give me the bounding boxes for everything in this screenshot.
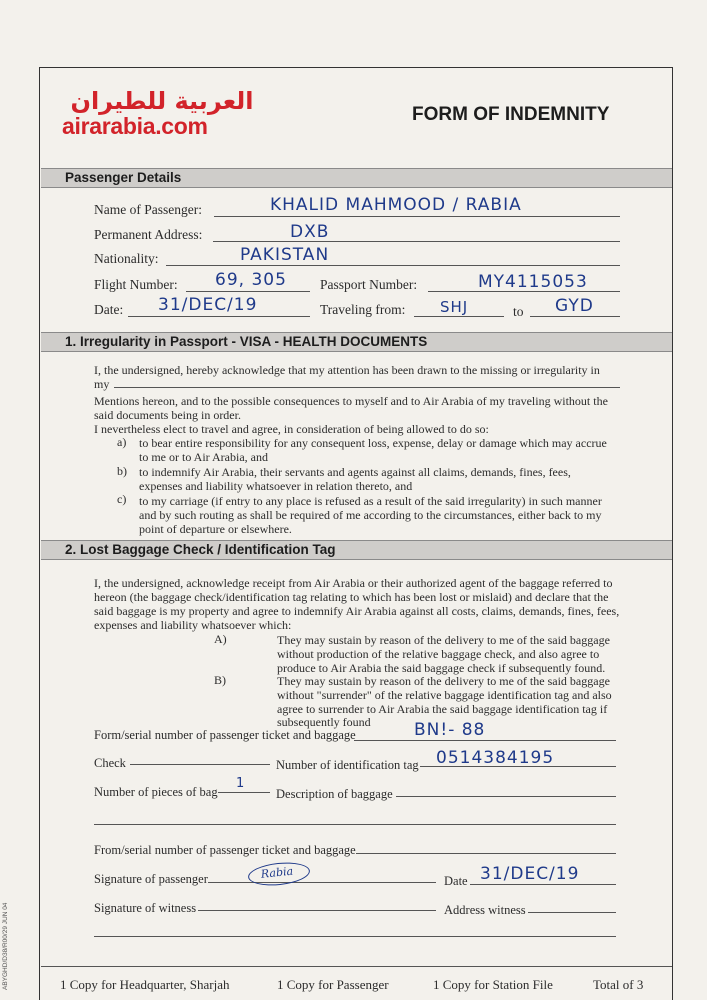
item-a-marker: a): [117, 435, 127, 449]
section-passenger-details-header: Passenger Details: [41, 168, 672, 188]
id-tag-label: Number of identification tag: [276, 758, 419, 772]
footer-copy-station: 1 Copy for Station File: [433, 977, 553, 992]
section1-line-2: my: [94, 377, 110, 391]
section2-line-1: I, the undersigned, acknowledge receipt from Air Arabia or their authorized agent of the baggage referred to: [94, 576, 613, 590]
footer-divider: [41, 966, 672, 967]
section1-line-4: said documents being in order.: [94, 408, 241, 422]
item-B-marker: B): [214, 673, 226, 687]
air-arabia-logo: [62, 88, 262, 138]
flight-number-field-line[interactable]: [186, 291, 310, 292]
traveling-from-label: Traveling from:: [320, 302, 406, 317]
section1-line-1: I, the undersigned, hereby acknowledge that my attention has been drawn to the missing or irregularity in: [94, 363, 600, 377]
flight-number-value: 69, 305: [215, 270, 287, 290]
item-b-marker: b): [117, 464, 127, 478]
serial-label: Form/serial number of passenger ticket and baggage: [94, 728, 356, 742]
form-code: ABYGHD/D38/R00/29 JUN 04: [2, 902, 9, 990]
item-B-line-4: subsequently found: [277, 715, 371, 729]
serial-value: BN!- 88: [414, 720, 486, 740]
serial2-label: From/serial number of passenger ticket and baggage: [94, 843, 356, 857]
item-A-marker: A): [214, 632, 227, 646]
signature-value: Rabia: [260, 864, 294, 881]
section1-line-3: Mentions hereon, and to the possible consequences to myself and to Air Arabia of my traveling without the: [94, 394, 608, 408]
address-label: Permanent Address:: [94, 227, 203, 242]
to-label: to: [513, 304, 524, 319]
witness-label: Signature of witness: [94, 901, 197, 915]
item-B-line-1: They may sustain by reason of the delivery to me of the said baggage: [277, 674, 610, 688]
name-field-line[interactable]: [214, 216, 620, 217]
item-a-text-1: to bear entire responsibility for any consequent loss, expense, delay or damage which may accrue: [139, 436, 607, 450]
item-B-line-3: agree to surrender to Air Arabia the said baggage identification tag if: [277, 702, 608, 716]
footer-copy-headquarter: 1 Copy for Headquarter, Sharjah: [60, 977, 230, 992]
item-a-text-2: to me or to Air Arabia, and: [139, 450, 268, 464]
item-b-text-2: expenses and liability whatsoever in relation thereto, and: [139, 479, 413, 493]
name-value: KHALID MAHMOOD / RABIA: [270, 195, 522, 215]
section-2-header: 2. Lost Baggage Check / Identification Tag: [41, 540, 672, 560]
check-field-line[interactable]: [130, 764, 270, 765]
item-A-line-2: without production of the relative baggage check, and also agree to: [277, 647, 600, 661]
witness-extra-line[interactable]: [94, 936, 616, 937]
signature-field-line[interactable]: [208, 882, 436, 883]
signature-label: Signature of passenger: [94, 872, 208, 886]
irregularity-field-line[interactable]: [114, 387, 620, 388]
serial-field-line[interactable]: [354, 740, 616, 741]
description-label: Description of baggage: [276, 787, 393, 801]
nationality-field-line[interactable]: [166, 265, 620, 266]
section2-line-4: expenses and liability whatsoever which:: [94, 618, 292, 632]
sig-date-label: Date: [444, 874, 468, 888]
nationality-value: PAKISTAN: [240, 245, 330, 265]
traveling-to-field-line[interactable]: [530, 316, 620, 317]
address-field-line[interactable]: [213, 241, 620, 242]
form-title: FORM OF INDEMNITY: [412, 104, 610, 125]
section1-line-5: I nevertheless elect to travel and agree, in consideration of being allowed to do so:: [94, 422, 489, 436]
name-label: Name of Passenger:: [94, 202, 202, 217]
passport-number-label: Passport Number:: [320, 277, 418, 292]
witness-address-label: Address witness: [444, 903, 526, 917]
pieces-field-line[interactable]: [218, 792, 270, 793]
traveling-to-value: GYD: [555, 296, 594, 316]
description-field-line[interactable]: [396, 796, 616, 797]
witness-field-line[interactable]: [198, 910, 436, 911]
witness-address-field-line[interactable]: [528, 912, 616, 913]
item-c-marker: c): [117, 492, 127, 506]
nationality-label: Nationality:: [94, 251, 159, 266]
section-1-header: 1. Irregularity in Passport - VISA - HEALTH DOCUMENTS: [41, 332, 672, 352]
date-label: Date:: [94, 302, 124, 317]
date-value: 31/DEC/19: [158, 295, 258, 315]
sig-date-value: 31/DEC/19: [480, 864, 580, 884]
traveling-from-field-line[interactable]: [414, 316, 504, 317]
pieces-value: 1: [236, 776, 246, 791]
item-A-line-3: produce to Air Arabia the said baggage check if subsequently found.: [277, 661, 606, 675]
item-c-text-1: to my carriage (if entry to any place is refused as a result of the said irregularity) in such manner: [139, 494, 602, 508]
item-c-text-2: and by such routing as shall be required of me according to the circumstances, either back to my: [139, 508, 602, 522]
id-tag-value: 0514384195: [436, 748, 555, 768]
item-B-line-2: without "surrender" of the relative baggage identification tag and also: [277, 688, 612, 702]
item-b-text-1: to indemnify Air Arabia, their servants and agents against all claims, demands, fines, fees,: [139, 465, 571, 479]
description-extra-line[interactable]: [94, 824, 616, 825]
item-c-text-3: point of departure or elsewhere.: [139, 522, 292, 536]
section2-line-3: said baggage is my property and agree to indemnify Air Arabia against all costs, claims, demands, fines, fees,: [94, 604, 620, 618]
pieces-label: Number of pieces of bag: [94, 785, 218, 799]
flight-number-label: Flight Number:: [94, 277, 178, 292]
date-field-line[interactable]: [128, 316, 310, 317]
logo-arabic-text: العربية للطيران: [70, 87, 254, 115]
footer-copy-passenger: 1 Copy for Passenger: [277, 977, 389, 992]
serial2-field-line[interactable]: [356, 853, 616, 854]
passport-number-value: MY4115053: [478, 272, 588, 292]
check-label: Check: [94, 756, 126, 770]
address-value: DXB: [290, 222, 330, 242]
sig-date-field-line[interactable]: [470, 884, 616, 885]
item-A-line-1: They may sustain by reason of the delivery to me of the said baggage: [277, 633, 610, 647]
footer-total: Total of 3: [593, 977, 644, 992]
section2-line-2: hereon (the baggage check/identification tag relating to which has been lost or mislaid) and declare that the: [94, 590, 609, 604]
traveling-from-value: SHJ: [440, 298, 469, 316]
logo-english-text: airarabia.com: [62, 113, 208, 139]
